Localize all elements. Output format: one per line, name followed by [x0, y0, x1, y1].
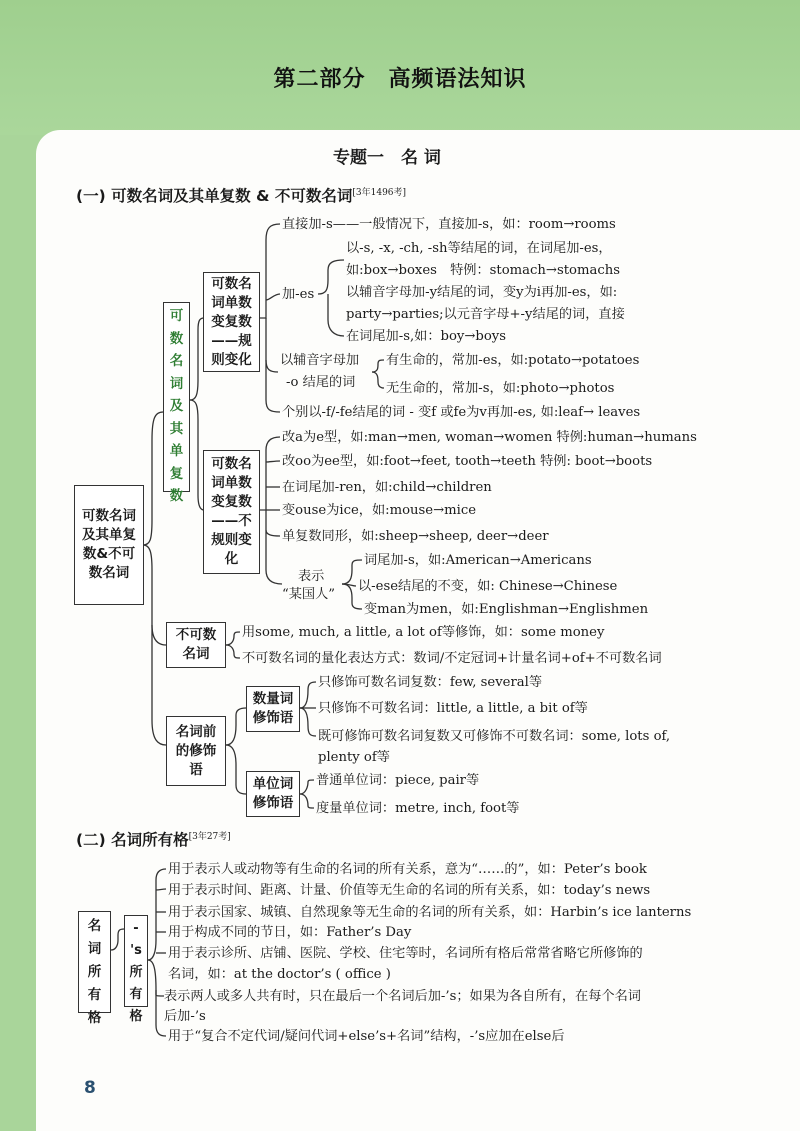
quantifier-rule-2: 只修饰不可数名词：little, a little, a bit of等 [318, 701, 588, 716]
possessive-rule-6: 名词，如：at the doctor’s ( office ) [168, 967, 391, 982]
irregular-rule-1: 改a为e型，如:man→men, woman→women 特例:human→humans [282, 430, 697, 445]
nationality-label-2: “某国人” [282, 587, 336, 602]
es-line-4: party→parties;以元音字母+-y结尾的词，直接 [346, 307, 625, 322]
section1-title [76, 184, 406, 206]
possessive-rule-3: 用于表示国家、城镇、自然现象等无生命的名词的所有关系，如：Harbin’s ice lanterns [168, 905, 692, 920]
regular-rule-1: 直接加-s——一般情况下，直接加-s，如：room→rooms [282, 217, 616, 232]
nationality-rule-2: 以-ese结尾的不变，如: Chinese→Chinese [358, 579, 618, 594]
nationality-label-1: 表示 [298, 569, 325, 584]
regular-box: 可数名词单数变复数——规则变化 [203, 272, 260, 372]
possessive-rule-9: 用于“复合不定代词/疑问代词+else’s+名词”结构，-’s应加在else后 [168, 1029, 565, 1044]
section1-tag: [3年1496考] [352, 187, 407, 198]
es-line-2: 如:box→boxes 特例：stomach→stomachs [346, 263, 620, 278]
irregular-rule-5: 单复数同形，如:sheep→sheep, deer→deer [282, 529, 549, 544]
irregular-rule-3: 在词尾加-ren，如:child→children [282, 480, 492, 495]
es-line-5: 在词尾加-s,如：boy→boys [346, 329, 507, 344]
root-box: 可数名词及其单复数&不可数名词 [74, 485, 144, 605]
uncountable-rule-1: 用some, much, a little, a lot of等修饰，如：some money [242, 625, 605, 640]
f-rule: 个别以-f/-fe结尾的词 - 变f 或fe为v再加-es, 如:leaf→ leaves [282, 405, 641, 420]
quantifier-rule-1: 只修饰可数名词复数：few, several等 [318, 675, 543, 690]
irregular-rule-2: 改oo为ee型，如:foot→feet, tooth→teeth 特例: boot→boots [282, 454, 653, 469]
topic-title: 专题一 名 词 [333, 148, 441, 168]
possessive-rule-7: 表示两人或多人共有时，只在最后一个名词后加-’s；如果为各自所有，在每个名词 [164, 989, 641, 1004]
units-box: 单位词修饰语 [246, 771, 300, 817]
possessive-rule-4: 用于构成不同的节日，如：Father’s Day [168, 925, 412, 940]
section2-title [76, 828, 231, 850]
irregular-box: 可数名词单数变复数——不规则变化 [203, 450, 260, 574]
possessive-rule-2: 用于表示时间、距离、计量、价值等无生命的名词的所有关系，如：today’s news [168, 883, 651, 898]
o-label-1: 以辅音字母加 [280, 353, 360, 368]
es-line-1: 以-s, -x, -ch, -sh等结尾的词，在词尾加-es， [346, 241, 612, 256]
o-rule-2: 无生命的，常加-s，如:photo→photos [386, 381, 615, 396]
unit-rule-1: 普通单位词：piece, pair等 [316, 773, 480, 788]
uncountable-box: 不可数名词 [166, 622, 226, 668]
quantifiers-box: 数量词修饰语 [246, 686, 300, 732]
possessive-rule-1: 用于表示人或动物等有生命的名词的所有关系，意为“……的”，如：Peter’s book [168, 862, 647, 877]
o-label-2: -o 结尾的词 [286, 375, 356, 390]
quantifier-rule-3: 既可修饰可数名词复数又可修饰不可数名词：some, lots of, [318, 729, 671, 744]
uncountable-rule-2: 不可数名词的量化表达方式：数词/不定冠词+计量名词+of+不可数名词 [242, 651, 662, 666]
section1-title-text: (一) 可数名词及其单复数 & 不可数名词 [76, 187, 353, 205]
possessive-box: 名词所有格 [78, 911, 111, 1013]
s-possessive-box: -'s所有格 [124, 915, 148, 1007]
o-rule-1: 有生命的，常加-es，如:potato→potatoes [386, 353, 640, 368]
es-label: 加-es [282, 287, 315, 302]
irregular-rule-4: 变ouse为ice，如:mouse→mice [282, 503, 477, 518]
page-number: 8 [84, 1078, 96, 1098]
quantifier-rule-4: plenty of等 [318, 750, 390, 765]
nationality-rule-1: 词尾加-s，如:American→Americans [364, 553, 592, 568]
section2-tag: [3年27考] [188, 831, 231, 842]
unit-rule-2: 度量单位词：metre, inch, foot等 [316, 801, 520, 816]
sing-plural-box: 可数名词及其单复数 [163, 302, 190, 492]
possessive-rule-5: 用于表示诊所、店铺、医院、学校、住宅等时，名词所有格后常常省略它所修饰的 [168, 946, 643, 961]
possessive-rule-8: 后加-’s [164, 1009, 206, 1024]
modifiers-box: 名词前的修饰语 [166, 716, 226, 786]
part-title: 第二部分 高频语法知识 [273, 67, 527, 92]
es-line-3: 以辅音字母加-y结尾的词，变y为i再加-es，如: [346, 285, 618, 300]
nationality-rule-3: 变man为men，如:Englishman→Englishmen [364, 602, 649, 617]
section2-title-text: (二) 名词所有格 [76, 831, 189, 849]
